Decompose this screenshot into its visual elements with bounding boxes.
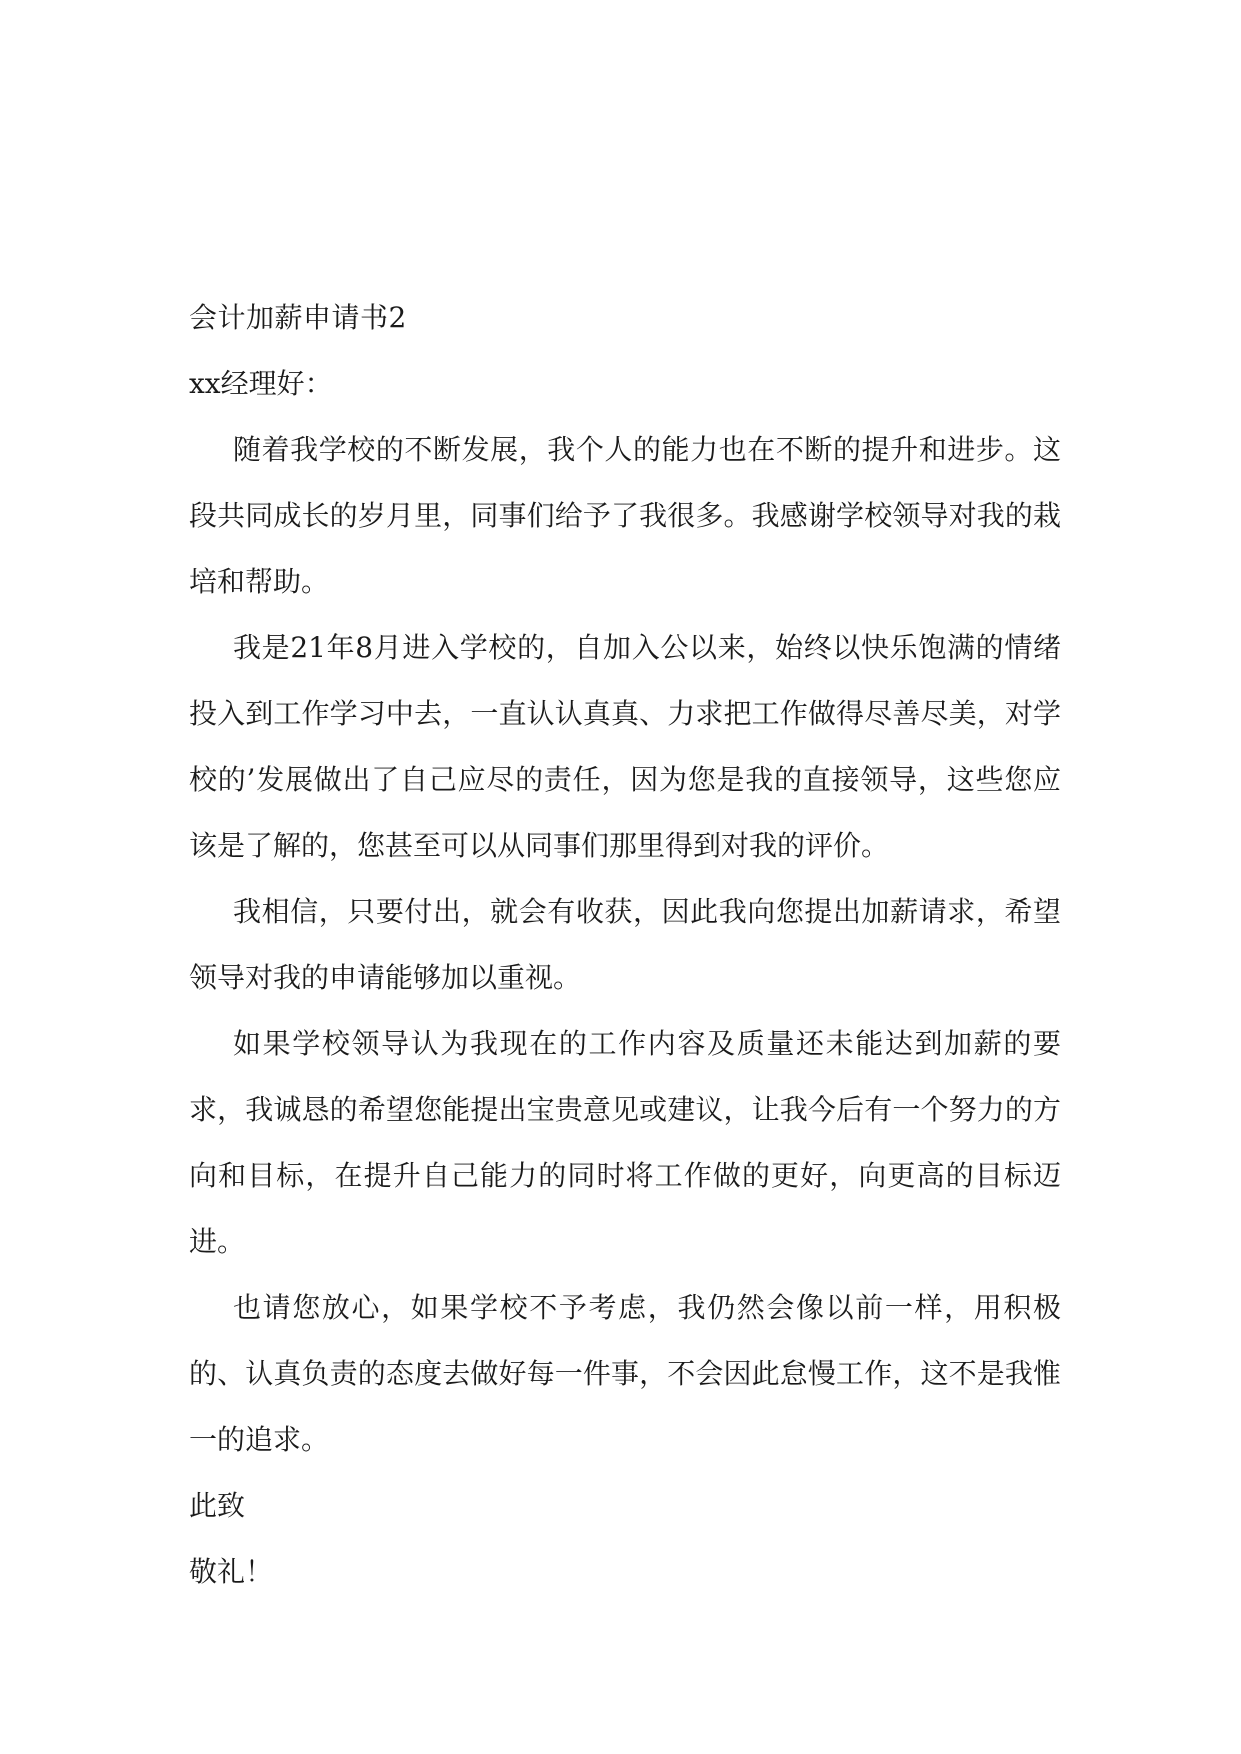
- paragraph-5: 也请您放心，如果学校不予考虑，我仍然会像以前一样，用积极的、认真负责的态度去做好每一件事，不会因此怠慢工作，这不是我惟一的追求。: [189, 1291, 1061, 1456]
- paragraph-3: 我相信，只要付出，就会有收获，因此我向您提出加薪请求，希望领导对我的申请能够加以重视。: [189, 895, 1061, 994]
- paragraph-2: 我是21年8月进入学校的，自加入公以来，始终以快乐饱满的情绪投入到工作学习中去，一直认认真真、力求把工作做得尽善尽美，对学校的’发展做出了自己应尽的责任，因为您是我的直接领导，这些您应该是了解的，您甚至可以从同事们那里得到对我的评价。: [189, 631, 1061, 862]
- closing-line-1: 此致: [189, 1489, 246, 1522]
- paragraph-4: 如果学校领导认为我现在的工作内容及质量还未能达到加薪的要求，我诚恳的希望您能提出宝贵意见或建议，让我今后有一个努力的方向和目标，在提升自己能力的同时将工作做的更好，向更高的目标迈进。: [189, 1027, 1061, 1258]
- paragraph-1: 随着我学校的不断发展，我个人的能力也在不断的提升和进步。这段共同成长的岁月里，同事们给予了我很多。我感谢学校领导对我的栽培和帮助。: [189, 433, 1061, 598]
- document-title: 会计加薪申请书2: [189, 301, 407, 334]
- letter-body: [189, 285, 1061, 1605]
- closing-line-2: 敬礼！: [189, 1555, 274, 1588]
- salutation: xx经理好：: [189, 367, 333, 400]
